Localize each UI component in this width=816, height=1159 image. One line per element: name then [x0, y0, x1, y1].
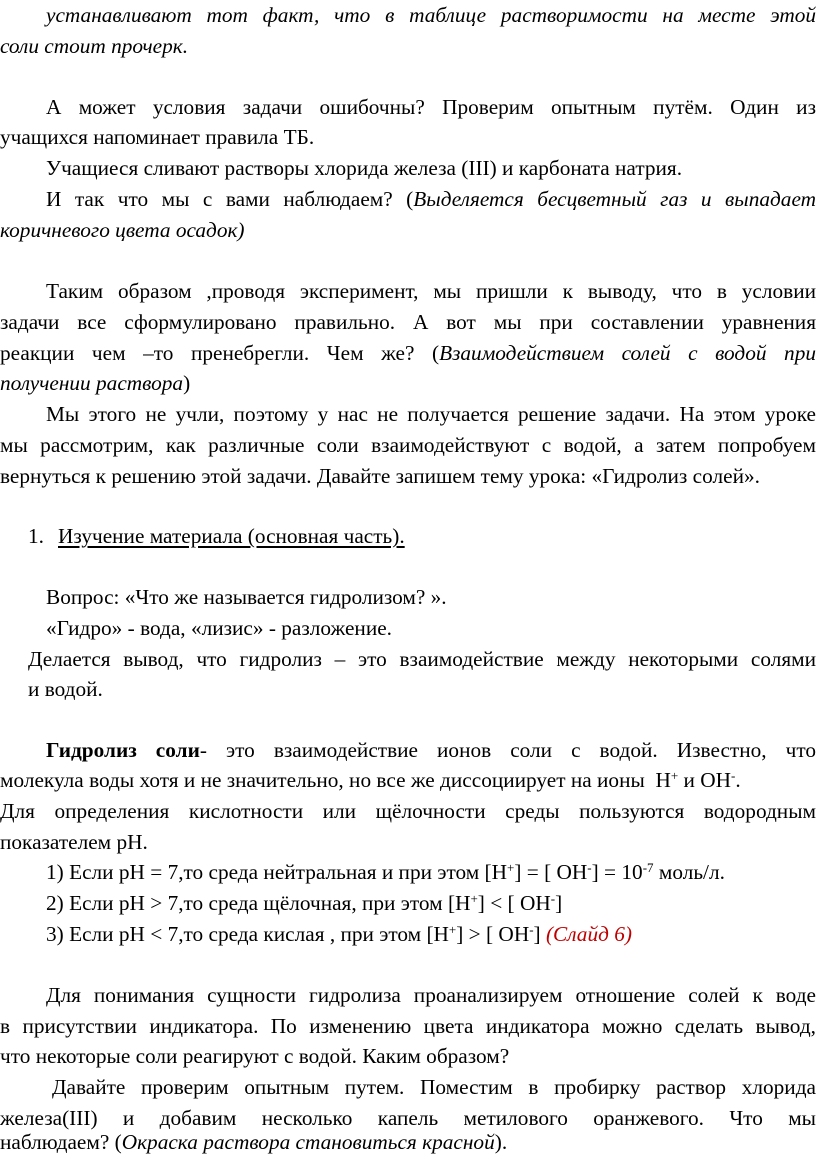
section-heading — [28, 521, 816, 553]
q-line-4: и водой. — [28, 677, 103, 701]
rule-3-mid: ] > [ OH — [456, 922, 530, 946]
rule-2-minus: - — [550, 890, 556, 906]
p8-line-1: Давайте проверим опытным путем. Поместим в пробирку раствор хлорида — [52, 1075, 816, 1099]
rule-3-minus: - — [529, 921, 534, 937]
p5-italic-2: получении раствора — [0, 371, 184, 395]
section-number: 1. — [28, 524, 44, 548]
minus-sup: - — [731, 767, 736, 783]
rule-2-mid: ] < [ OH — [477, 891, 551, 915]
p4-italic: Выделяется бесцветный газ и выпадает — [413, 187, 816, 211]
rule-1-mid1: ] = [ OH — [514, 860, 588, 884]
rule-2 — [46, 888, 816, 920]
ion-oh: OH — [700, 768, 731, 792]
p5-text: реакции чем –то пренебрегли. Чем же? ( — [0, 341, 440, 365]
def-line-2 — [0, 765, 816, 797]
p6-line-3: вернуться к решению этой задачи. Давайте запишем тему урока: «Гидролиз солей». — [0, 464, 760, 488]
def-line-1 — [0, 735, 816, 767]
p1-line-1: устанавливают тот факт, что в таблице растворимости на месте этой — [46, 3, 816, 27]
rule-3-plus: + — [448, 921, 457, 937]
rule-1-start: 1) Если рН = 7,то среда нейтральная и при этом [H — [46, 860, 508, 884]
p8-line-2: железа(III) и добавим несколько капель метилового оранжевого. Что мы — [0, 1106, 816, 1130]
p4-text: И так что мы с вами наблюдаем? ( — [46, 187, 414, 211]
def-text-2: молекула воды хотя и не значительно, но все же диссоциирует на ионы — [0, 768, 645, 792]
p5-line-4 — [0, 368, 816, 400]
def-text-1: - это взаимодействие ионов соли с водой. Известно, что — [199, 738, 816, 762]
p6-line-2: мы рассмотрим, как различные соли взаимодействуют с водой, а затем попробуем — [0, 433, 816, 457]
p2-line-2: учащихся напоминает правила ТБ. — [0, 125, 315, 149]
p8-end: ). — [494, 1130, 508, 1154]
ion-h: H — [655, 768, 671, 792]
rule-1-mid2: ] = 10 — [591, 860, 643, 884]
rule-1-plus: + — [507, 859, 515, 875]
rule-3-end: ] — [533, 922, 541, 946]
plus-sup: + — [670, 767, 679, 783]
section-title: Изучение материала (основная часть). — [58, 524, 405, 548]
def-period: . — [735, 768, 741, 792]
p8-line-3 — [0, 1127, 816, 1159]
rule-2-plus: + — [470, 890, 478, 906]
p1-line-2: соли стоит прочерк. — [0, 34, 189, 58]
rule-1-minus: - — [587, 859, 592, 875]
rule-3-start: 3) Если рН < 7,то среда кислая , при этом [H — [46, 922, 449, 946]
slide-reference: (Слайд 6) — [545, 922, 632, 946]
p7-line-1: Для понимания сущности гидролиза проанализируем отношение солей к воде — [46, 983, 816, 1007]
p5-line-2: задачи все сформулировано правильно. А вот мы при составлении уравнения — [0, 310, 816, 334]
p4-line-1 — [0, 184, 816, 216]
p7-line-3: что некоторые соли реагируют с водой. Каким образом? — [0, 1044, 510, 1068]
p8-text: наблюдаем? ( — [0, 1130, 122, 1154]
p4-line-2: коричневого цвета осадок) — [0, 218, 245, 242]
def-line-4: показателем рН. — [0, 830, 148, 854]
p5-line-3 — [0, 338, 816, 370]
def-line-3: Для определения кислотности или щёлочности среды пользуются водородным — [0, 799, 816, 823]
p8-italic: Окраска раствора становиться красной — [121, 1130, 495, 1154]
rule-3 — [46, 919, 816, 951]
q-line-2: «Гидро» - вода, «лизис» - разложение. — [46, 616, 392, 640]
p5-line-1: Таким образом ,проводя эксперимент, мы пришли к выводу, что в условии — [46, 279, 816, 303]
rule-1 — [46, 857, 816, 889]
p3-line: Учащиеся сливают растворы хлорида железа (III) и карбоната натрия. — [46, 156, 683, 180]
def-term: Гидролиз соли — [46, 738, 200, 762]
p5-italic: Взаимодействием солей с водой при — [439, 341, 816, 365]
p6-line-1: Мы этого не учли, поэтому у нас не получается решение задачи. На этом уроке — [46, 402, 816, 426]
q-line-1: Вопрос: «Что же называется гидролизом? ». — [46, 585, 447, 609]
p5-close: ) — [183, 371, 191, 395]
q-line-3: Делается вывод, что гидролиз – это взаимодействие между некоторыми солями — [28, 647, 816, 671]
def-and: и — [683, 768, 695, 792]
rule-2-start: 2) Если рН > 7,то среда щёлочная, при этом [H — [46, 891, 471, 915]
rule-2-end: ] — [555, 891, 563, 915]
p2-line-1: А может условия задачи ошибочны? Проверим опытным путём. Один из — [46, 95, 816, 119]
p7-line-2: в присутствии индикатора. По изменению цвета индикатора можно сделать вывод, — [0, 1014, 816, 1038]
rule-1-exp: -7 — [642, 859, 654, 875]
rule-1-end: моль/л. — [653, 860, 725, 884]
